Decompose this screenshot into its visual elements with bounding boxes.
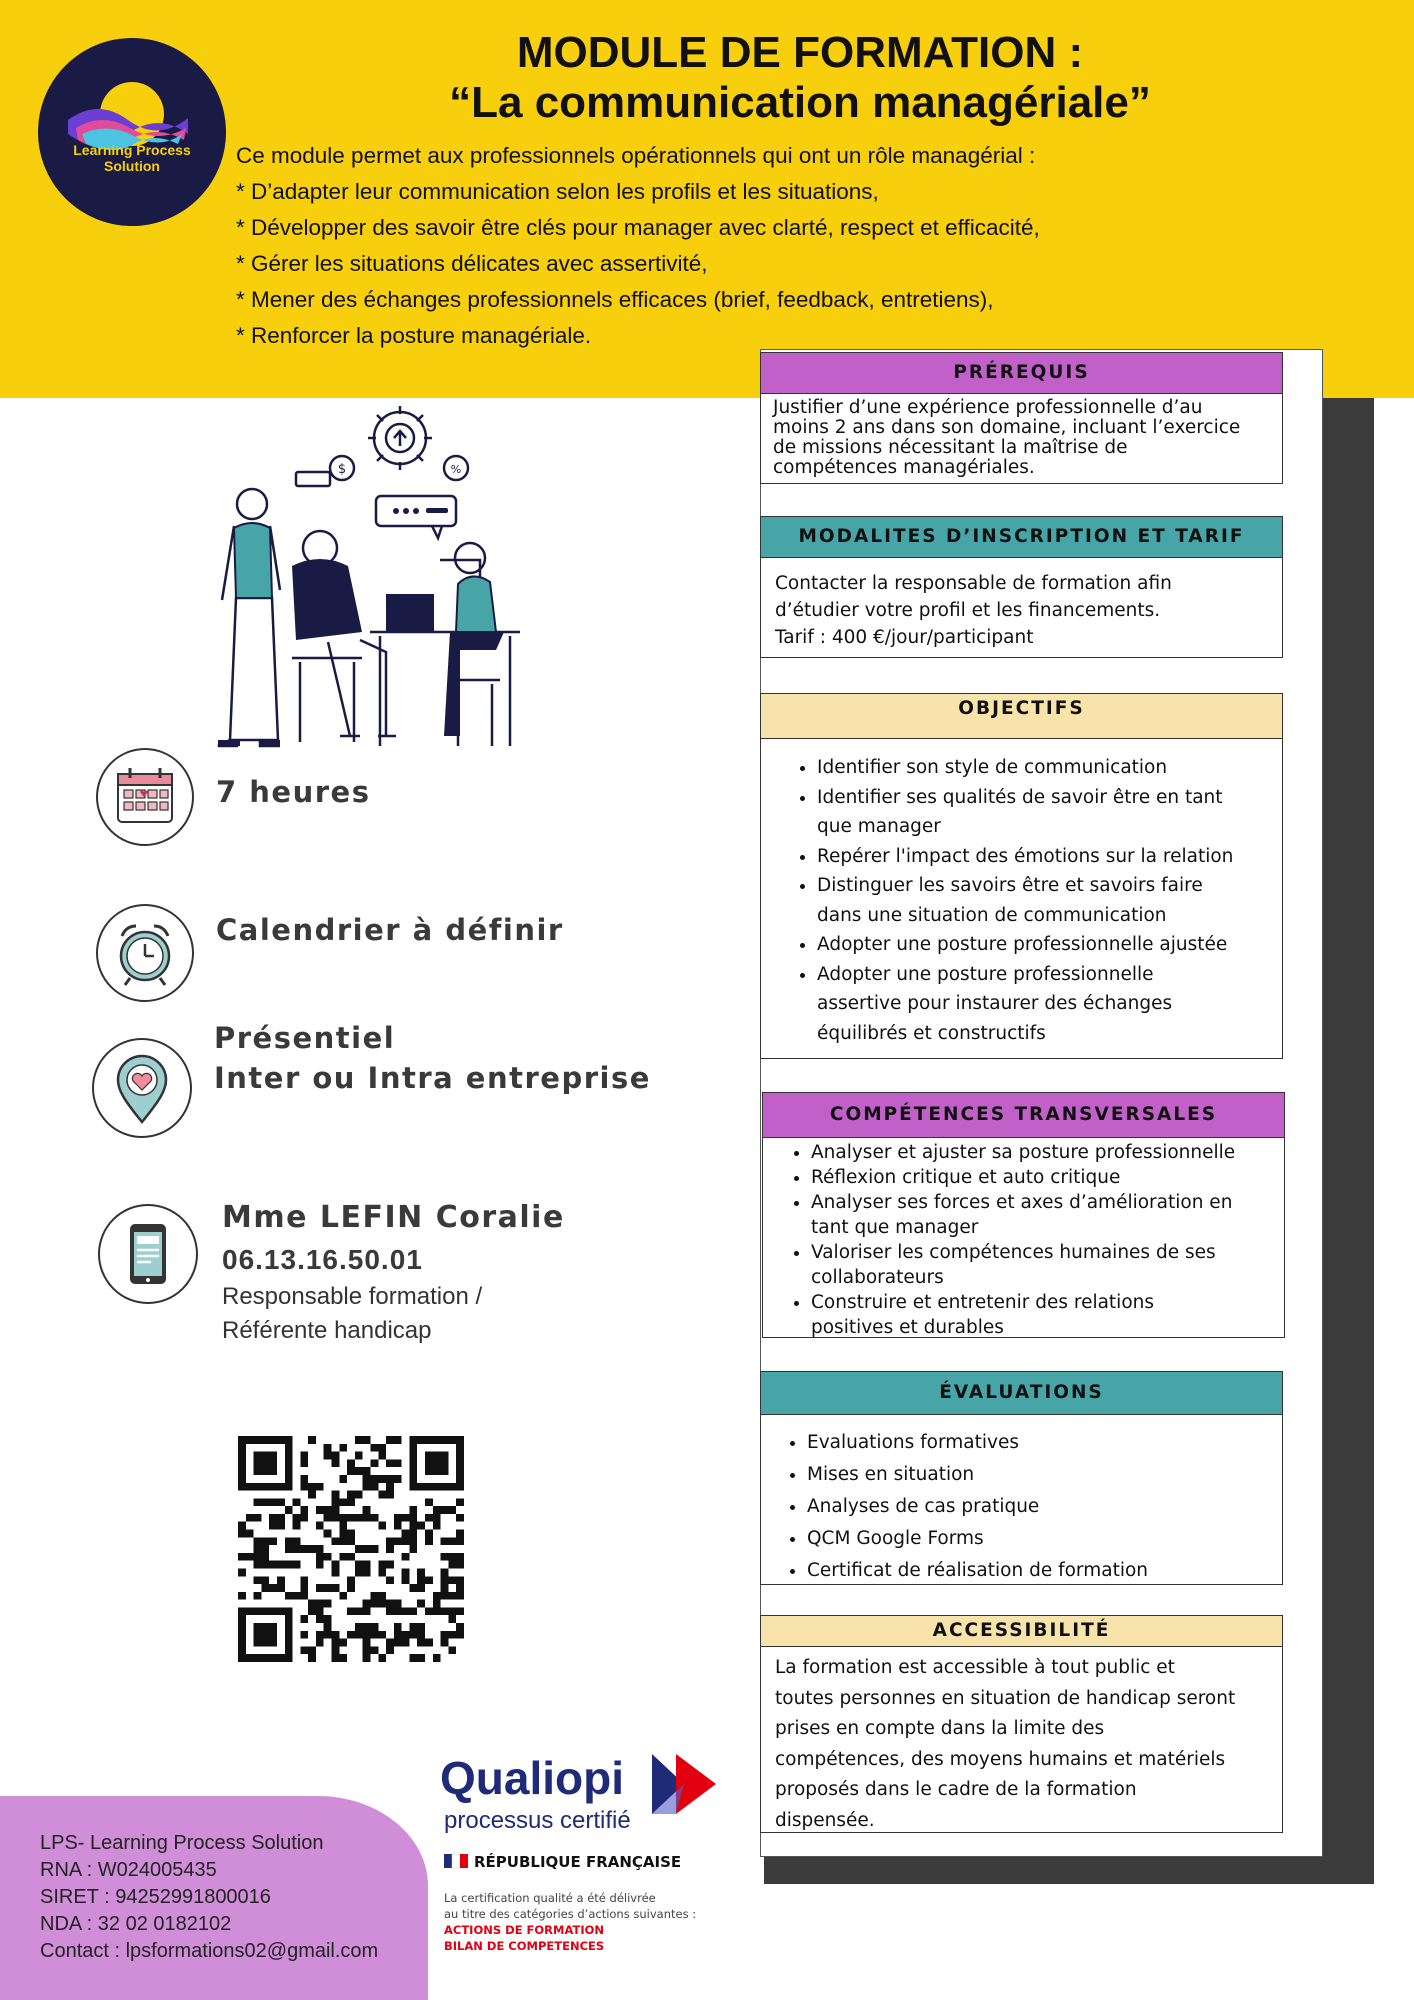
republique-francaise: RÉPUBLIQUE FRANÇAISE [474, 1853, 682, 1871]
accessibilite-body [760, 1647, 1283, 1833]
accessibilite-line: compétences, des moyens humains et matériels [775, 1748, 1226, 1770]
intro-line: * Développer des savoir être clés pour manager avec clarté, respect et efficacité, [236, 215, 1040, 240]
intro-line: * Mener des échanges professionnels efficaces (brief, feedback, entretiens), [236, 287, 994, 312]
title-line1: MODULE DE FORMATION : [516, 28, 1084, 77]
list-item: • Adopter une posture professionnelle ajustée [817, 930, 1282, 960]
list-item: • Identifier ses qualités de savoir être en tant que manager [817, 783, 1282, 842]
list-item: • QCM Google Forms [807, 1523, 1282, 1555]
modalites-header: MODALITES D’INSCRIPTION ET TARIF [760, 516, 1283, 558]
footer-company: LPS- Learning Process Solution [40, 1832, 324, 1854]
contact-role-line2: Référente handicap [222, 1317, 432, 1344]
list-item: • Analyses de cas pratique [807, 1491, 1282, 1523]
contact-role-line1: Responsable formation / [222, 1283, 483, 1310]
calendar-circle [96, 748, 194, 846]
svg-text:$: $ [337, 462, 347, 477]
contact-phone[interactable]: 06.13.16.50.01 [222, 1244, 423, 1275]
list-item: • Analyser ses forces et axes d’amélioration en tant que manager [811, 1190, 1284, 1240]
wave-logo-icon [38, 38, 226, 226]
duration-text: 7 heures [216, 775, 371, 809]
prerequis-line: compétences managériales. [773, 457, 1035, 478]
list-item: • Valoriser les compétences humaines de ses collaborateurs [811, 1240, 1284, 1290]
intro-text [236, 138, 1196, 354]
objectifs-header: OBJECTIFS [760, 693, 1283, 739]
prerequis-line: Justifier d’une expérience professionnelle d’au [773, 397, 1203, 418]
meeting-illustration [200, 400, 540, 750]
competences-list [763, 1140, 1284, 1340]
location-heart-icon [94, 1040, 190, 1136]
action-bilan: BILAN DE COMPETENCES [444, 1939, 605, 1953]
competences-header: COMPÉTENCES TRANSVERSALES [762, 1092, 1285, 1138]
prerequis-header: PRÉREQUIS [760, 352, 1283, 394]
logo-text [38, 142, 226, 174]
accessibilite-header: ACCESSIBILITÉ [760, 1615, 1283, 1647]
footer-info [40, 1830, 378, 1965]
competences-body [762, 1138, 1285, 1338]
intro-line: Ce module permet aux professionnels opérationnels qui ont un rôle managérial : [236, 143, 1036, 168]
prerequis-line: de missions nécessitant la maîtrise de [773, 437, 1128, 458]
location-circle [92, 1038, 192, 1138]
modalites-body [760, 558, 1283, 658]
list-item: • Réflexion critique et auto critique [811, 1165, 1284, 1190]
list-item: • Adopter une posture professionnelle assertive pour instaurer des échanges équilibrés et constructifs [817, 960, 1282, 1049]
list-item: • Analyser et ajuster sa posture professionnelle [811, 1140, 1284, 1165]
contact-name: Mme LEFIN Coralie [222, 1200, 565, 1235]
smartphone-icon [100, 1206, 196, 1302]
tarif-line: Tarif : 400 €/jour/participant [775, 627, 1034, 648]
accessibilite-line: proposés dans le cadre de la formation [775, 1779, 1137, 1800]
footer-rna: RNA : W024005435 [40, 1859, 217, 1881]
footer-contact-email[interactable]: Contact : lpsformations02@gmail.com [40, 1940, 379, 1962]
action-formation: ACTIONS DE FORMATION [444, 1923, 605, 1937]
format-text [214, 1018, 651, 1098]
alarm-clock-icon [98, 906, 192, 1000]
cert-line2: au titre des catégories d’actions suivantes : [444, 1907, 697, 1921]
lps-logo [38, 38, 226, 226]
prerequis-body [760, 394, 1283, 484]
qr-code-icon[interactable] [238, 1436, 464, 1662]
intro-line: * D’adapter leur communication selon les profils et les situations, [236, 179, 879, 204]
accessibilite-line: prises en compte dans la limite des [775, 1718, 1105, 1739]
intro-line: * Renforcer la posture managériale. [236, 323, 592, 348]
qualiopi-brand: Qualiopi [440, 1752, 624, 1804]
format-line2: Inter ou Intra entreprise [214, 1061, 651, 1095]
phone-circle [98, 1204, 198, 1304]
list-item: • Distinguer les savoirs être et savoirs faire dans une situation de communication [817, 871, 1282, 930]
evaluations-header: ÉVALUATIONS [760, 1371, 1283, 1415]
evaluations-list [761, 1427, 1282, 1587]
modalites-line: d’étudier votre profil et les financements. [775, 600, 1161, 621]
evaluations-body [760, 1415, 1283, 1585]
list-item: • Repérer l'impact des émotions sur la relation [817, 842, 1282, 872]
intro-line: * Gérer les situations délicates avec assertivité, [236, 251, 708, 276]
accessibilite-line: dispensée. [775, 1809, 875, 1831]
cert-line1: La certification qualité a été délivrée [444, 1891, 656, 1905]
contact-role [222, 1280, 482, 1348]
accessibilite-line: toutes personnes en situation de handicap seront [775, 1687, 1236, 1709]
list-item: • Mises en situation [807, 1459, 1282, 1491]
title-line2: “La communication managériale” [449, 78, 1151, 127]
list-item: • Construire et entretenir des relations positives et durables [811, 1290, 1284, 1340]
page-title [300, 28, 1300, 128]
accessibilite-line: La formation est accessible à tout public et [775, 1657, 1175, 1678]
calendar-icon [98, 750, 192, 844]
modalites-line: Contacter la responsable de formation afin [775, 573, 1172, 594]
french-flag-icon [444, 1854, 468, 1868]
svg-text:%: % [450, 463, 462, 476]
objectifs-list [761, 753, 1282, 1048]
qualiopi-tagline: processus certifié [444, 1807, 631, 1834]
logo-text-line1: Learning Process [73, 142, 191, 158]
list-item: • Evaluations formatives [807, 1427, 1282, 1459]
list-item: • Identifier son style de communication [817, 753, 1282, 783]
qualiopi-badge [440, 1740, 740, 1970]
clock-circle [96, 904, 194, 1002]
footer-siret: SIRET : 94252991800016 [40, 1886, 271, 1908]
logo-text-line2: Solution [104, 158, 160, 174]
list-item: • Certificat de réalisation de formation [807, 1555, 1282, 1587]
footer-nda: NDA : 32 02 0182102 [40, 1913, 232, 1935]
prerequis-line: moins 2 ans dans son domaine, incluant l’exercice [773, 417, 1241, 438]
format-line1: Présentiel [214, 1021, 396, 1055]
objectifs-body [760, 739, 1283, 1059]
calendar-text: Calendrier à définir [216, 913, 564, 947]
